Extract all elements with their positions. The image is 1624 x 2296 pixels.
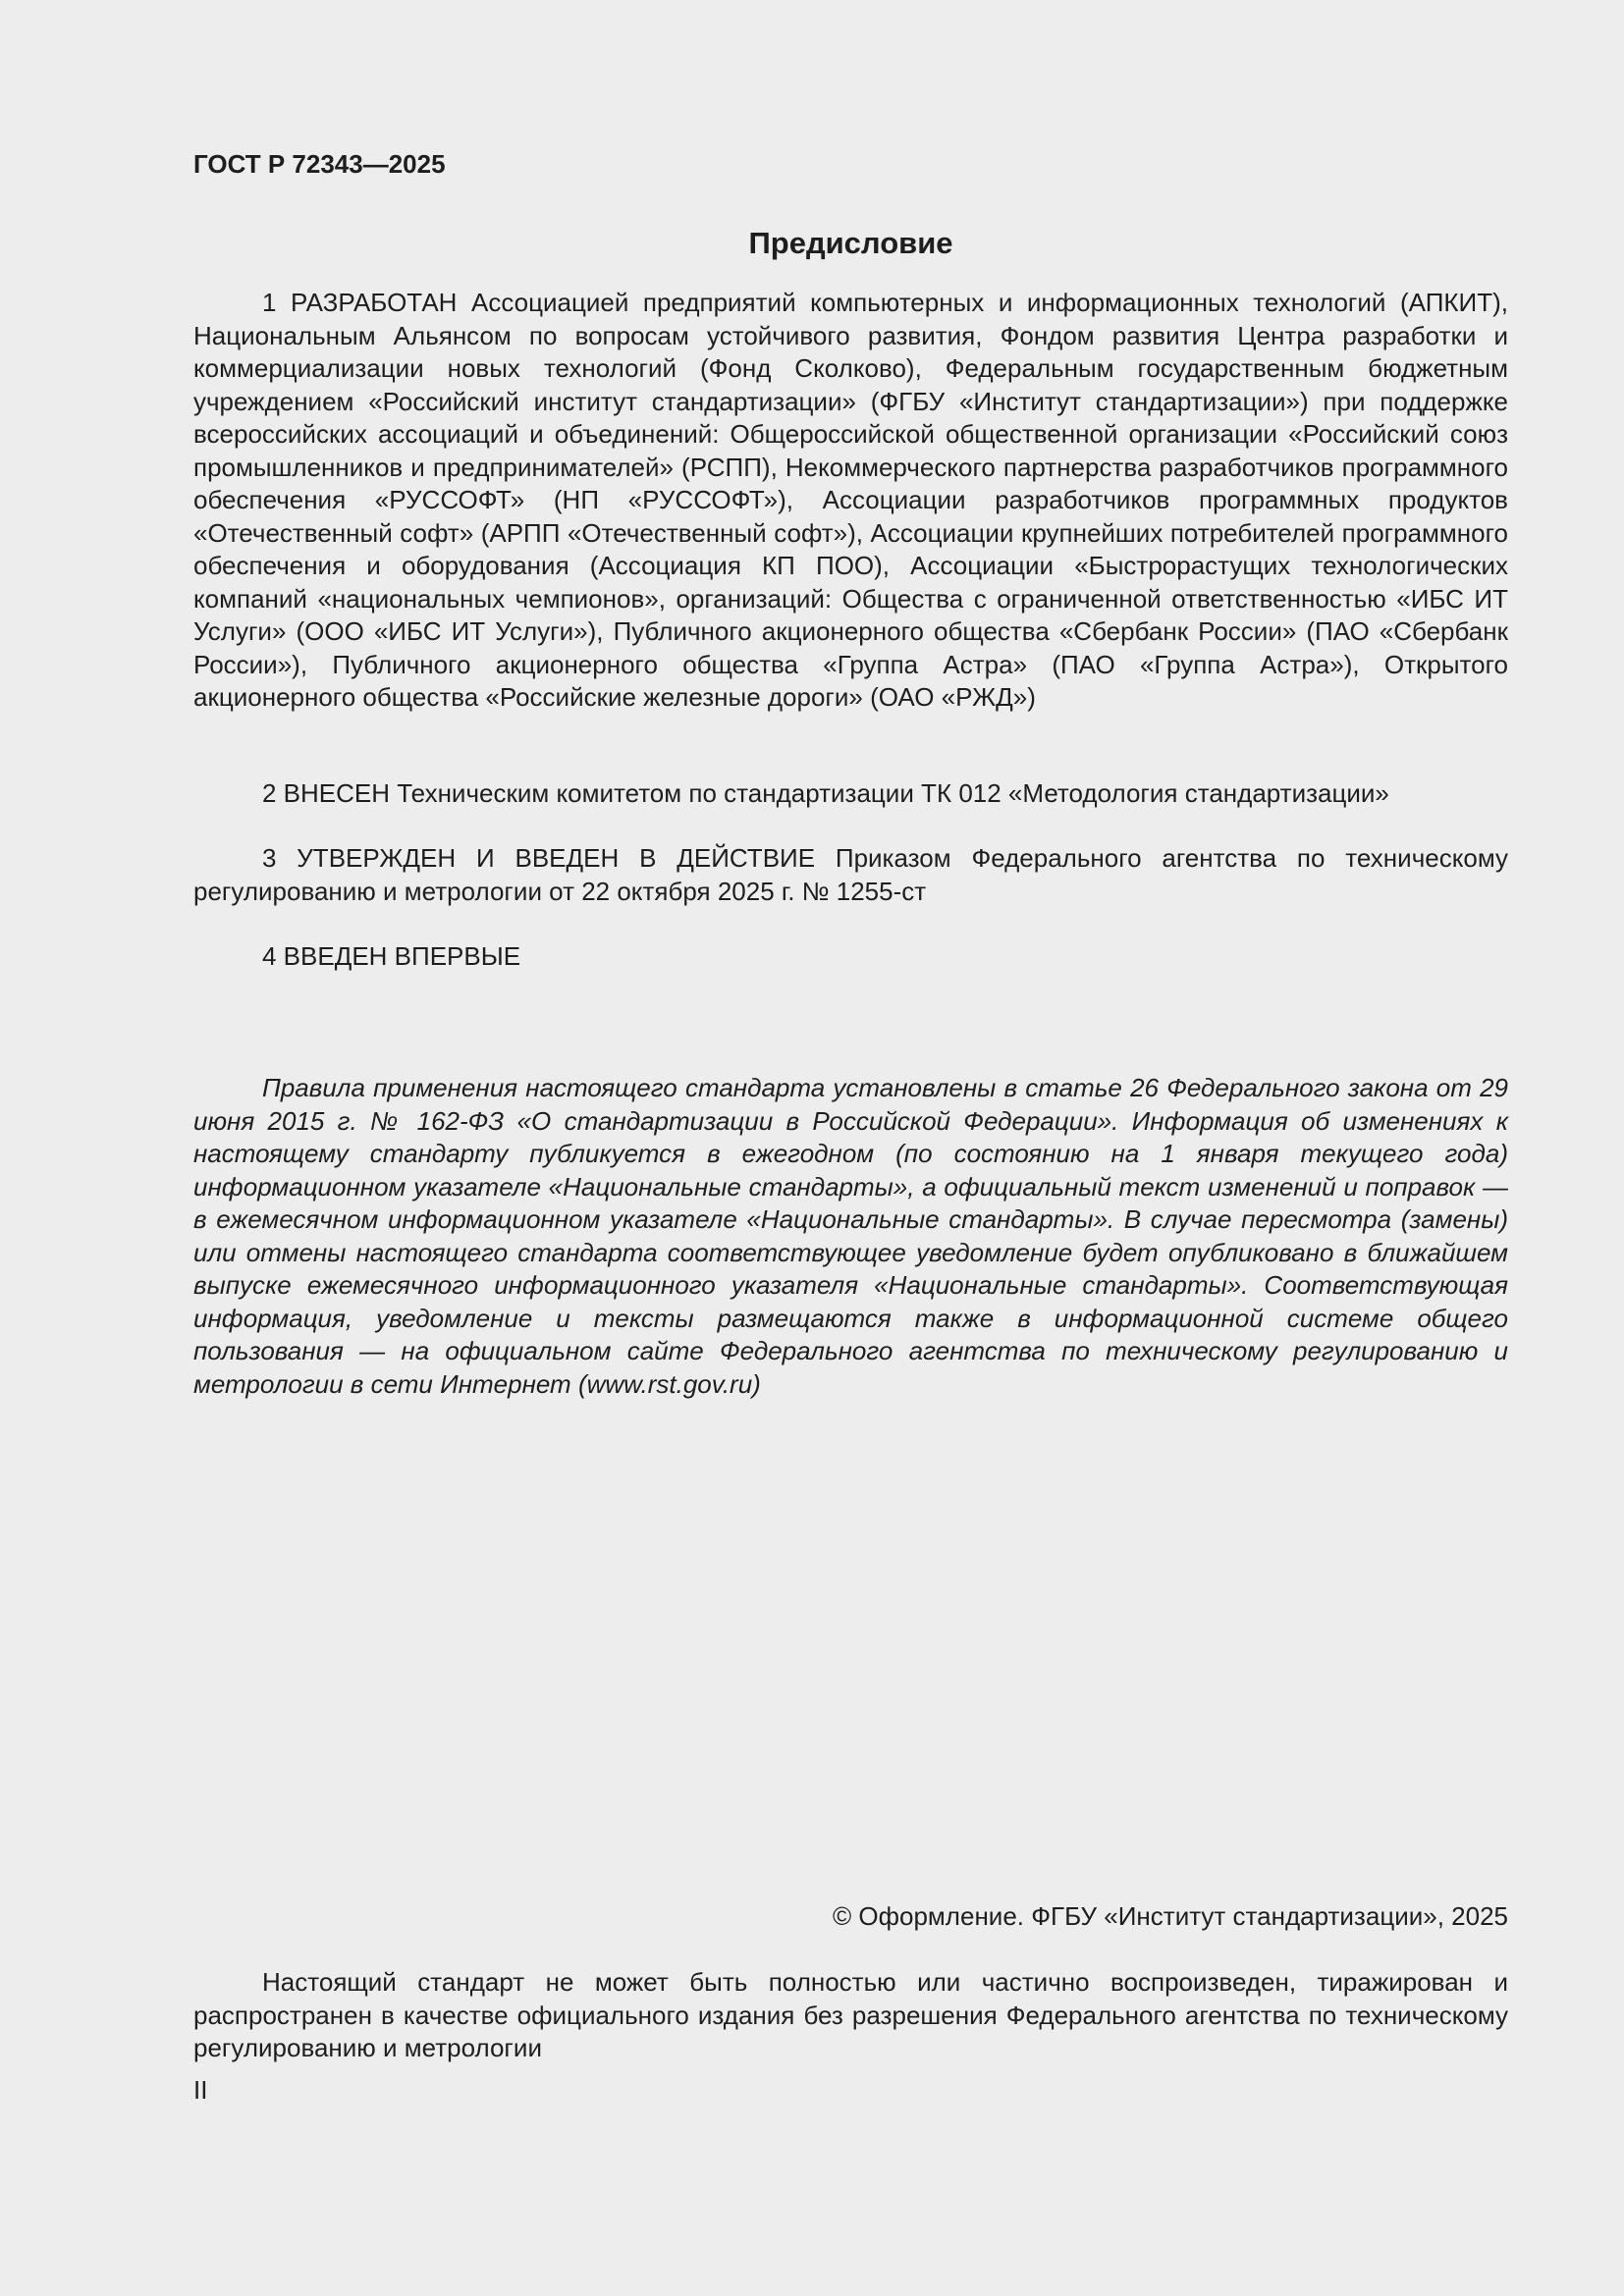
- foreword-item-2: 2 ВНЕСЕН Техническим комитетом по стандартизации ТК 012 «Методология стандартизации»: [262, 778, 1389, 808]
- foreword-title: Предисловие: [748, 226, 953, 260]
- document-code: ГОСТ Р 72343—2025: [193, 149, 446, 179]
- rules-notice: Правила применения настоящего стандарта установлены в статье 26 Федерального закона от 29 июня 2015 г. № 162-ФЗ «О стандартизации в Российской Федерации». Информация об изменениях к настоящему стандарту публикуется в ежегодном (по состоянию на 1 января текущего года) информационном указателе «Национальные стандарты», а официальный текст изменений и поправок — в ежемесячном информационном указателе «Национальные стандарты». В случае пересмотра (замены) или отмены настоящего стандарта соответствующее уведомление будет опубликовано в ближайшем выпуске ежемесячного информационного указателя «Национальные стандарты». Соответствующая информация, уведомление и тексты размещаются также в информационной системе общего пользования — на официальном сайте Федерального агентства по техническому регулированию и метрологии в сети Интернет (www.rst.gov.ru): [193, 1073, 1508, 1399]
- copyright-line: © Оформление. ФГБУ «Институт стандартизации», 2025: [833, 1901, 1508, 1931]
- reproduction-notice: Настоящий стандарт не может быть полностью или частично воспроизведен, тиражирован и распространен в качестве официального издания без разрешения Федерального агентства по техническому регулированию и метрологии: [193, 1967, 1508, 2062]
- foreword-item-1: 1 РАЗРАБОТАН Ассоциацией предприятий компьютерных и информационных технологий (АПКИТ), Национальным Альянсом по вопросам устойчивого развития, Фондом развития Центра разработки и коммерциализации новых технологий (Фонд Сколково), Федеральным государственным бюджетным учреждением «Российский институт стандартизации» (ФГБУ «Институт стандартизации») при поддержке всероссийских ассоциаций и объединений: Общероссийской общественной организации «Российский союз промышленников и предпринимателей» (РСПП), Некоммерческого партнерства разработчиков программного обеспечения «РУССОФТ» (НП «РУССОФТ»), Ассоциации разработчиков программных продуктов «Отечественный софт» (АРПП «Отечественный софт»), Ассоциации крупнейших потребителей программного обеспечения и оборудования (Ассоциация КП ПОО), Ассоциации «Быстрорастущих технологических компаний «национальных чемпионов», организаций: Общества с ограниченной ответственностью «ИБС ИТ Услуги» (ООО «ИБС ИТ Услуги»), Публичного акционерного общества «Сбербанк России» (ПАО «Сбербанк России»), Публичного акционерного общества «Группа Астра» (ПАО «Группа Астра»), Открытого акционерного общества «Российские железные дороги» (ОАО «РЖД»): [193, 288, 1508, 712]
- foreword-item-4: 4 ВВЕДЕН ВПЕРВЫЕ: [262, 941, 521, 971]
- document-page: [193, 0, 1508, 2296]
- foreword-item-3: 3 УТВЕРЖДЕН И ВВЕДЕН В ДЕЙСТВИЕ Приказом Федерального агентства по техническому регулированию и метрологии от 22 октября 2025 г. № 1255-ст: [193, 843, 1508, 906]
- page-number: II: [193, 2075, 208, 2105]
